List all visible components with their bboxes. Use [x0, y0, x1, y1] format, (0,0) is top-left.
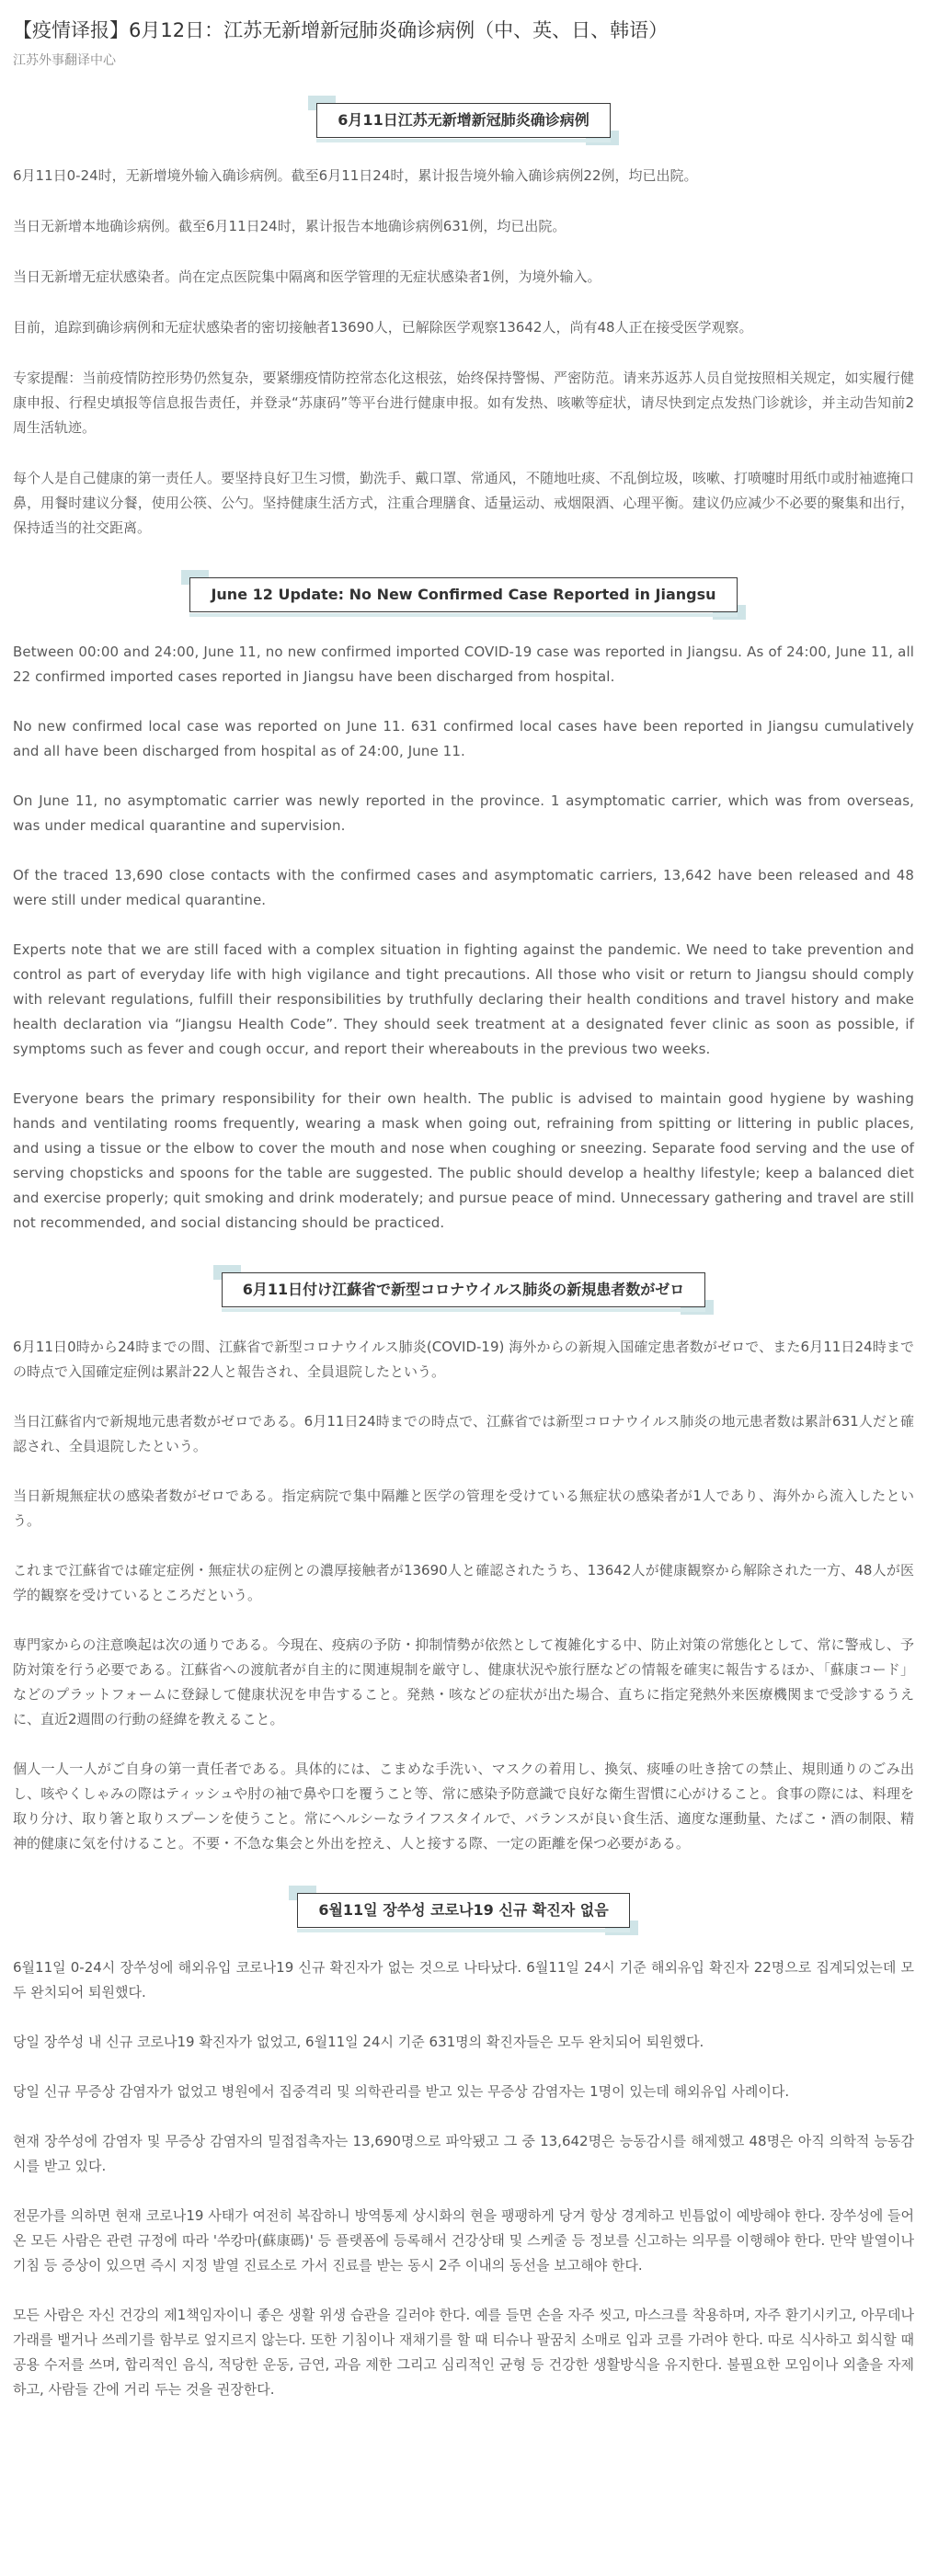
- heading-underline: [297, 1929, 629, 1932]
- section-heading-zh: [316, 103, 610, 138]
- paragraph-en-2: No new confirmed local case was reported on June 11. 631 confirmed local cases have been reported in Jiangsu cumulatively and all have been discharged from hospital as of 24:00, June 11.: [13, 718, 914, 759]
- section-korean: [0, 1893, 927, 2402]
- paragraph-zh-4: 目前，追踪到确诊病例和无症状感染者的密切接触者13690人，已解除医学观察13642人，尚有48人正在接受医学观察。: [13, 319, 753, 336]
- section-heading-ja: [222, 1272, 705, 1307]
- paragraph-ko-2: 당일 장쑤성 내 신규 코로나19 확진자가 없었고, 6월11일 24시 기준 631명의 확진자들은 모두 완치되어 퇴원했다.: [13, 2034, 704, 2050]
- paragraph-ja-3: 当日新規無症状の感染者数がゼロである。指定病院で集中隔離と医学の管理を受けている無症状の感染者が1人であり、海外から流入したという。: [13, 1487, 914, 1529]
- section-heading-ja-text: 6月11日付け江蘇省で新型コロナウイルス肺炎の新規患者数がゼロ: [242, 1281, 685, 1298]
- paragraph-zh-1: 6月11日0-24时，无新增境外输入确诊病例。截至6月11日24时，累计报告境外输入确诊病例22例，均已出院。: [13, 167, 698, 184]
- heading-underline: [222, 1308, 705, 1312]
- article-title: 【疫情译报】6月12日：江苏无新增新冠肺炎确诊病例（中、英、日、韩语）: [13, 19, 669, 41]
- paragraph-en-5: Experts note that we are still faced with a complex situation in fighting against the pandemic. We need to take prevention and control as part of everyday life with high vigilance and tight precautions. All those who visit or return to Jiangsu should comply with relevant regulations, fulfill their responsibilities by truthfully declaring their health conditions and travel history and make health declaration via “Jiangsu Health Code”. They should seek treatment at a designated fever clinic as soon as possible, if symptoms such as fever and cough occur, and report their whereabouts in the previous two weeks.: [13, 941, 914, 1057]
- section-english: [0, 577, 927, 1236]
- paragraph-ko-1: 6월11일 0-24시 장쑤성에 해외유입 코로나19 신규 확진자가 없는 것으로 나타났다. 6월11일 24시 기준 해외유입 확진자 22명으로 집계되었는데 모두 완치되어 퇴원했다.: [13, 1959, 914, 2000]
- paragraph-en-6: Everyone bears the primary responsibility for their own health. The public is advised to maintain good hygiene by washing hands and ventilating rooms frequently, wearing a mask when going out, refraining from spitting or littering in public places, and using a tissue or the elbow to cover the mouth and nose when coughing or sneezing. Separate food serving and the use of serving chopsticks and spoons for the table are suggested. The public should develop a healthy lifestyle; keep a balanced diet and exercise properly; quit smoking and drink moderately; and pursue peace of mind. Unnecessary gathering and travel are still not recommended, and social distancing should be practiced.: [13, 1090, 914, 1231]
- heading-wrap: [13, 1272, 914, 1307]
- section-heading-zh-text: 6月11日江苏无新增新冠肺炎确诊病例: [338, 111, 589, 129]
- paragraph-ko-3: 당일 신규 무증상 감염자가 없었고 병원에서 집중격리 및 의학관리를 받고 있는 무증상 감염자는 1명이 있는데 해외유입 사례이다.: [13, 2083, 790, 2100]
- paragraph-en-3: On June 11, no asymptomatic carrier was newly reported in the province. 1 asymptomatic carrier, which was from overseas, was under medical quarantine and supervision.: [13, 792, 914, 834]
- paragraph-ja-4: これまで江蘇省では確定症例・無症状の症例との濃厚接触者が13690人と確認されたうち、13642人が健康観察から解除された一方、48人が医学的観察を受けているところだという。: [13, 1562, 914, 1603]
- paragraph-ja-6: 個人一人一人がご自身の第一責任者である。具体的には、こまめな手洗い、マスクの着用し、換気、痰唾の吐き捨ての禁止、規則通りのごみ出し、咳やくしゃみの際はティッシュや肘の袖で鼻や口を覆うこと等、常に感染予防意識で良好な衛生習慣に心がけること。食事の際には、料理を取り分け、取り箸と取りスプーンを使うこと。常にヘルシーなライフスタイルで、バランスが良い食生活、適度な運動量、たばこ・酒の制限、精神的健康に気を付けること。不要・不急な集会と外出を控え、人と接する際、一定の距離を保つ必要がある。: [13, 1761, 914, 1852]
- paragraph-ja-2: 当日江蘇省内で新規地元患者数がゼロである。6月11日24時までの時点で、江蘇省では新型コロナウイルス肺炎の地元患者数は累計631人だと確認され、全員退院したという。: [13, 1413, 914, 1454]
- section-chinese: [0, 103, 927, 541]
- paragraph-en-1: Between 00:00 and 24:00, June 11, no new confirmed imported COVID-19 case was reported in Jiangsu. As of 24:00, June 11, all 22 confirmed imported cases reported in Jiangsu have been discharged from hospital.: [13, 644, 914, 685]
- paragraph-zh-3: 当日无新增无症状感染者。尚在定点医院集中隔离和医学管理的无症状感染者1例，为境外输入。: [13, 268, 601, 285]
- paragraph-ja-1: 6月11日0時から24時までの間、江蘇省で新型コロナウイルス肺炎(COVID-19) 海外からの新規入国確定患者数がゼロで、また6月11日24時までの時点で入国確定症例は累計22人と報告され、全員退院したという。: [13, 1339, 914, 1380]
- heading-wrap: [13, 577, 914, 612]
- section-heading-ko: [297, 1893, 629, 1928]
- paragraph-ko-4: 현재 장쑤성에 감염자 및 무증상 감염자의 밀접접촉자는 13,690명으로 파악됐고 그 중 13,642명은 능동감시를 해제했고 48명은 아직 의학적 능동감시를 받고 있다.: [13, 2133, 914, 2174]
- article-source[interactable]: 江苏外事翻译中心: [13, 53, 116, 68]
- section-japanese: [0, 1272, 927, 1856]
- heading-wrap: [13, 1893, 914, 1928]
- heading-underline: [316, 139, 610, 142]
- paragraph-zh-5: 专家提醒：当前疫情防控形势仍然复杂，要紧绷疫情防控常态化这根弦，始终保持警惕、严密防范。请来苏返苏人员自觉按照相关规定，如实履行健康申报、行程史填报等信息报告责任，并登录“苏康码”等平台进行健康申报。如有发热、咳嗽等症状，请尽快到定点发热门诊就诊，并主动告知前2周生活轨迹。: [13, 370, 914, 436]
- paragraph-ko-5: 전문가를 의하면 현재 코로나19 사태가 여전히 복잡하니 방역통제 상시화의 현을 팽팽하게 당겨 항상 경계하고 빈틈없이 예방해야 한다. 장쑤성에 들어온 모든 사람은 관련 규정에 따라 '쑤캉마(蘇康碼)' 등 플랫폼에 등록해서 건강상태 및 스케줄 등 정보를 신고하는 의무를 이행해야 한다. 만약 발열이나 기침 등 증상이 있으면 즉시 지정 발열 진료소로 가서 진료를 받는 동시 2주 이내의 동선을 보고해야 한다.: [13, 2207, 914, 2274]
- heading-underline: [189, 613, 737, 617]
- paragraph-zh-2: 当日无新增本地确诊病例。截至6月11日24时，累计报告本地确诊病例631例，均已出院。: [13, 218, 566, 234]
- paragraph-en-4: Of the traced 13,690 close contacts with the confirmed cases and asymptomatic carriers, 13,642 have been released and 48 were still under medical quarantine.: [13, 867, 914, 908]
- section-heading-en: [189, 577, 737, 612]
- paragraph-ja-5: 専門家からの注意喚起は次の通りである。今現在、疫病の予防・抑制情勢が依然として複雑化する中、防止対策の常態化として、常に警戒し、予防対策を行う必要である。江蘇省への渡航者が自主的に関連規制を厳守し、健康状況や旅行歴などの情報を確実に報告するほか、「蘇康コード」などのプラットフォームに登録して健康状況を申告すること。発熱・咳などの症状が出た場合、直ちに指定発熱外来医療機関まで受診するうえに、直近2週間の行動の経緯を教えること。: [13, 1636, 914, 1727]
- paragraph-zh-6: 每个人是自己健康的第一责任人。要坚持良好卫生习惯，勤洗手、戴口罩、常通风，不随地吐痰、不乱倒垃圾，咳嗽、打喷嚏时用纸巾或肘袖遮掩口鼻，用餐时建议分餐，使用公筷、公勺。坚持健康生活方式，注重合理膳食、适量运动、戒烟限酒、心理平衡。建议仍应减少不必要的聚集和出行，保持适当的社交距离。: [13, 470, 914, 536]
- heading-wrap: [13, 103, 914, 138]
- section-heading-ko-text: 6월11일 장쑤성 코로나19 신규 확진자 없음: [318, 1901, 609, 1919]
- section-heading-en-text: June 12 Update: No New Confirmed Case Reported in Jiangsu: [211, 586, 716, 603]
- paragraph-ko-6: 모든 사람은 자신 건강의 제1책임자이니 좋은 생활 위생 습관을 길러야 한다. 예를 들면 손을 자주 씻고, 마스크를 착용하며, 자주 환기시키고, 아무데나 가래를 뱉거나 쓰레기를 함부로 엎지르지 않는다. 또한 기침이나 재채기를 할 때 티슈나 팔꿈치 소매로 입과 코를 가려야 한다. 따로 식사하고 회식할 때 공용 수저를 쓰며, 합리적인 음식, 적당한 운동, 금연, 과음 제한 그리고 심리적인 균형 등 건강한 생활방식을 유지한다. 불필요한 모임이나 외출을 자제하고, 사람들 간에 거리 두는 것을 권장한다.: [13, 2307, 914, 2398]
